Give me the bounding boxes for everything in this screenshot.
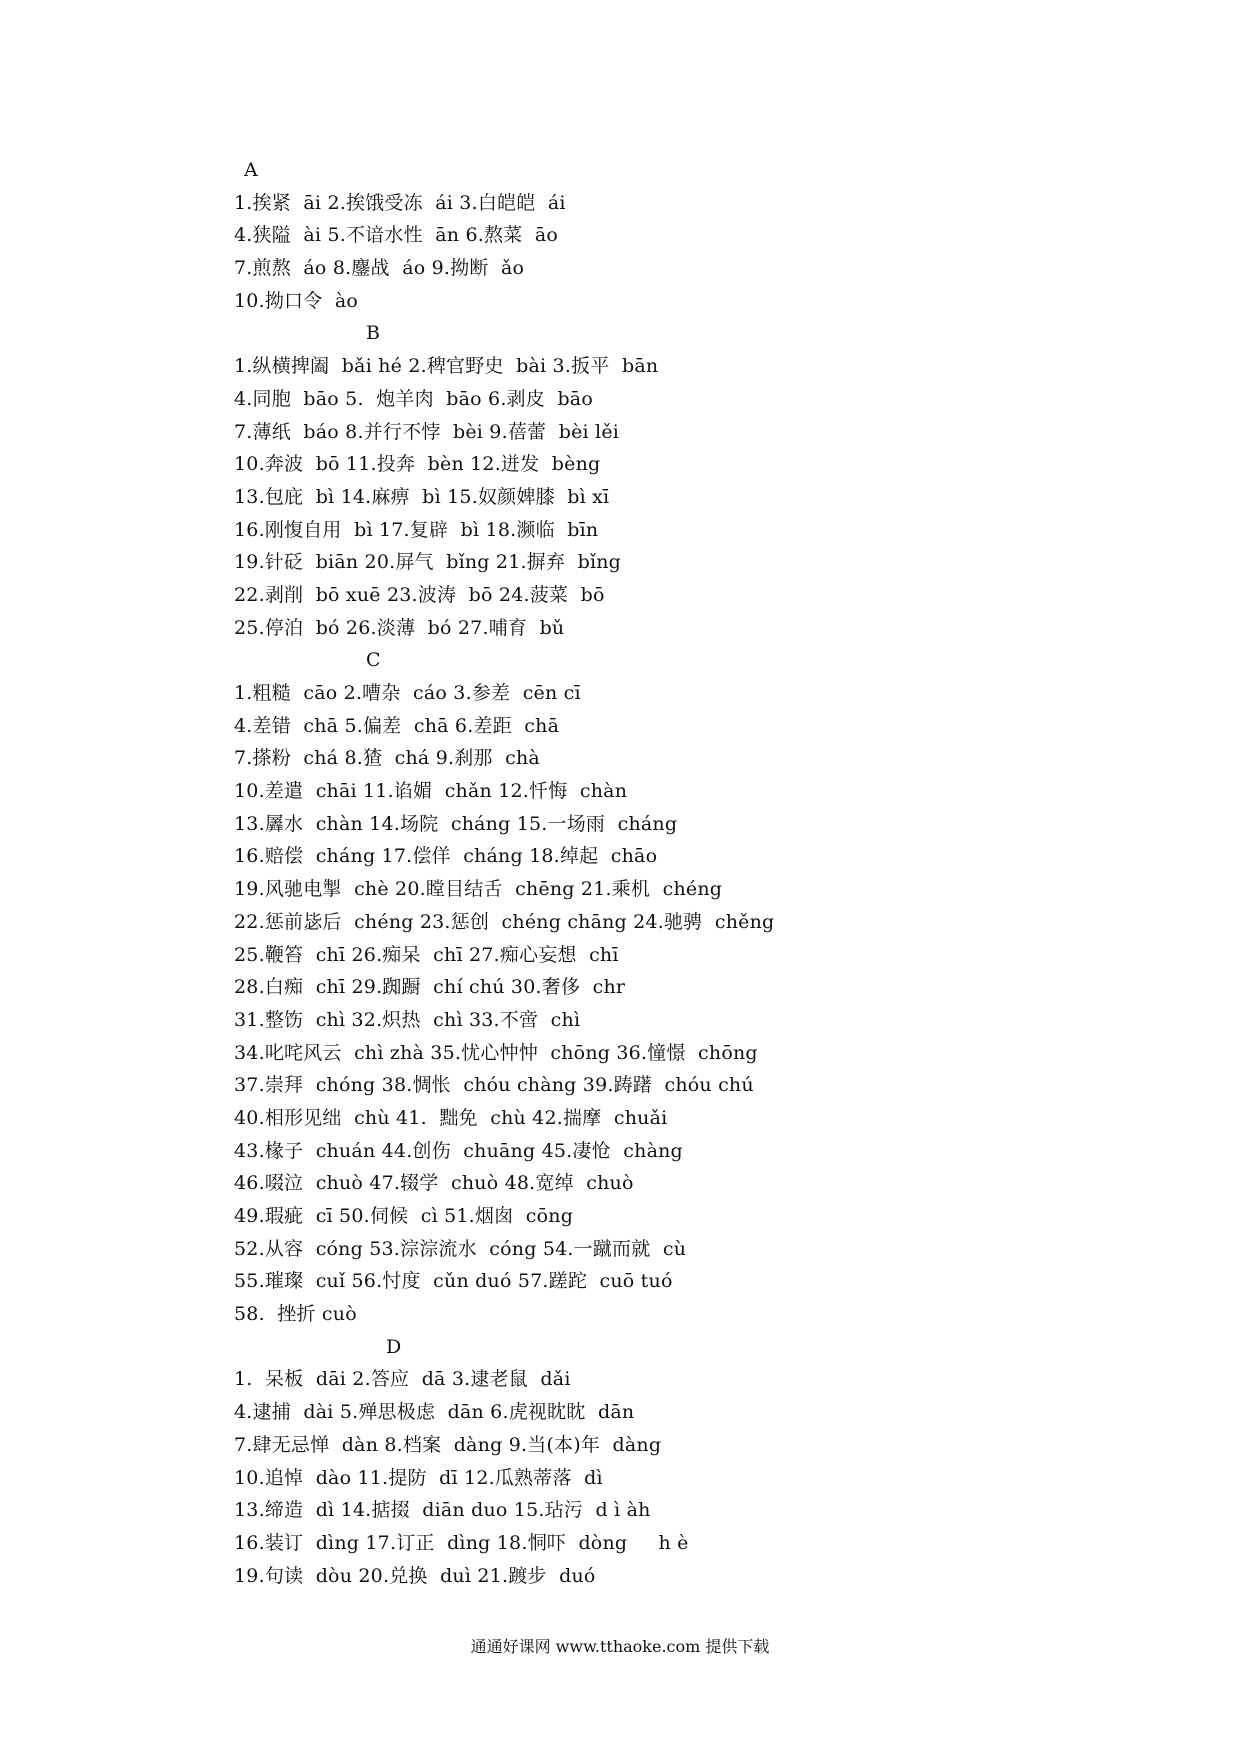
list-item: 40.相形见绌 chù 41. 黜免 chù 42.揣摩 chuǎi: [234, 1106, 668, 1129]
list-item: 7.薄纸 báo 8.并行不悖 bèi 9.蓓蕾 bèi lěi: [234, 420, 620, 443]
page-footer: 通通好课网 www.tthaoke.com 提供下载: [470, 1637, 770, 1656]
list-item: 34.叱咤风云 chì zhà 35.忧心忡忡 chōng 36.憧憬 chōng: [234, 1041, 758, 1064]
list-item: 10.差遣 chāi 11.谄媚 chǎn 12.忏悔 chàn: [234, 780, 628, 803]
list-item: 19.针砭 biān 20.屏气 bǐng 21.摒弃 bǐng: [234, 551, 622, 574]
list-item: 4.同胞 bāo 5. 炮羊肉 bāo 6.剥皮 bāo: [234, 387, 593, 410]
list-item: 22.剥削 bō xuē 23.波涛 bō 24.菠菜 bō: [234, 583, 605, 606]
section-heading-b: B: [366, 322, 381, 345]
list-item: 4.差错 chā 5.偏差 chā 6.差距 chā: [234, 714, 560, 737]
list-item: 16.装订 dìng 17.订正 dìng 18.恫吓 dòng h è: [234, 1531, 689, 1554]
list-item: 7.煎熬 áo 8.鏖战 áo 9.拗断 ǎo: [234, 257, 525, 280]
list-item: 55.璀璨 cuǐ 56.忖度 cǔn duó 57.蹉跎 cuō tuó: [234, 1270, 673, 1293]
section-heading-a: A: [244, 159, 258, 181]
list-item: 16.刚愎自用 bì 17.复辟 bì 18.濒临 bīn: [234, 518, 599, 541]
list-item: 4.狭隘 ài 5.不谙水性 ān 6.熬菜 āo: [234, 224, 559, 247]
list-item: 1.挨紧 āi 2.挨饿受冻 ái 3.白皑皑 ái: [234, 191, 566, 214]
list-item: 37.崇拜 chóng 38.惆怅 chóu chàng 39.踌躇 chóu chú: [234, 1074, 754, 1097]
list-item: 1.粗糙 cāo 2.嘈杂 cáo 3.参差 cēn cī: [234, 682, 581, 704]
list-item: 25.鞭笞 chī 26.痴呆 chī 27.痴心妄想 chī: [234, 943, 619, 966]
list-item: 19.风驰电掣 chè 20.瞠目结舌 chēng 21.乘机 chéng: [234, 878, 723, 901]
list-item: 13.缔造 dì 14.掂掇 diān duo 15.玷污 d ì àh: [234, 1499, 651, 1522]
list-item: 43.椽子 chuán 44.创伤 chuāng 45.凄怆 chàng: [234, 1139, 683, 1162]
list-item: 1. 呆板 dāi 2.答应 dā 3.逮老鼠 dǎi: [234, 1368, 571, 1391]
list-item: 13.羼水 chàn 14.场院 cháng 15.一场雨 cháng: [234, 812, 678, 835]
list-item: 7.肆无忌惮 dàn 8.档案 dàng 9.当(本)年 dàng: [234, 1433, 662, 1456]
list-item: 1.纵横捭阖 bǎi hé 2.稗官野史 bài 3.扳平 bān: [234, 355, 659, 378]
section-heading-d: D: [386, 1335, 402, 1358]
list-item: 19.句读 dòu 20.兑换 duì 21.踱步 duó: [234, 1564, 596, 1587]
pinyin-list: [234, 154, 1134, 1592]
list-item: 58. 挫折 cuò: [234, 1303, 357, 1326]
list-item: 16.赔偿 cháng 17.偿佯 cháng 18.绰起 chāo: [234, 845, 658, 868]
list-item: 52.从容 cóng 53.淙淙流水 cóng 54.一蹴而就 cù: [234, 1237, 687, 1260]
list-item: 10.追悼 dào 11.提防 dī 12.瓜熟蒂落 dì: [234, 1466, 603, 1489]
section-heading-c: C: [366, 649, 381, 672]
list-item: 13.包庇 bì 14.麻痹 bì 15.奴颜婢膝 bì xī: [234, 485, 610, 508]
list-item: 4.逮捕 dài 5.殚思极虑 dān 6.虎视眈眈 dān: [234, 1401, 635, 1424]
list-item: 49.瑕疵 cī 50.伺候 cì 51.烟囱 cōng: [234, 1205, 574, 1227]
list-item: 7.搽粉 chá 8.猹 chá 9.刹那 chà: [234, 747, 540, 770]
list-item: 31.整饬 chì 32.炽热 chì 33.不啻 chì: [234, 1008, 581, 1031]
list-item: 10.拗口令 ào: [234, 289, 359, 312]
list-item: 25.停泊 bó 26.淡薄 bó 27.哺育 bǔ: [234, 616, 565, 639]
list-item: 46.啜泣 chuò 47.辍学 chuò 48.宽绰 chuò: [234, 1172, 634, 1195]
list-item: 22.惩前毖后 chéng 23.惩创 chéng chāng 24.驰骋 chěng: [234, 910, 775, 933]
list-item: 28.白痴 chī 29.踟蹰 chí chú 30.奢侈 chr: [234, 976, 626, 999]
list-item: 10.奔波 bō 11.投奔 bèn 12.迸发 bèng: [234, 453, 601, 476]
